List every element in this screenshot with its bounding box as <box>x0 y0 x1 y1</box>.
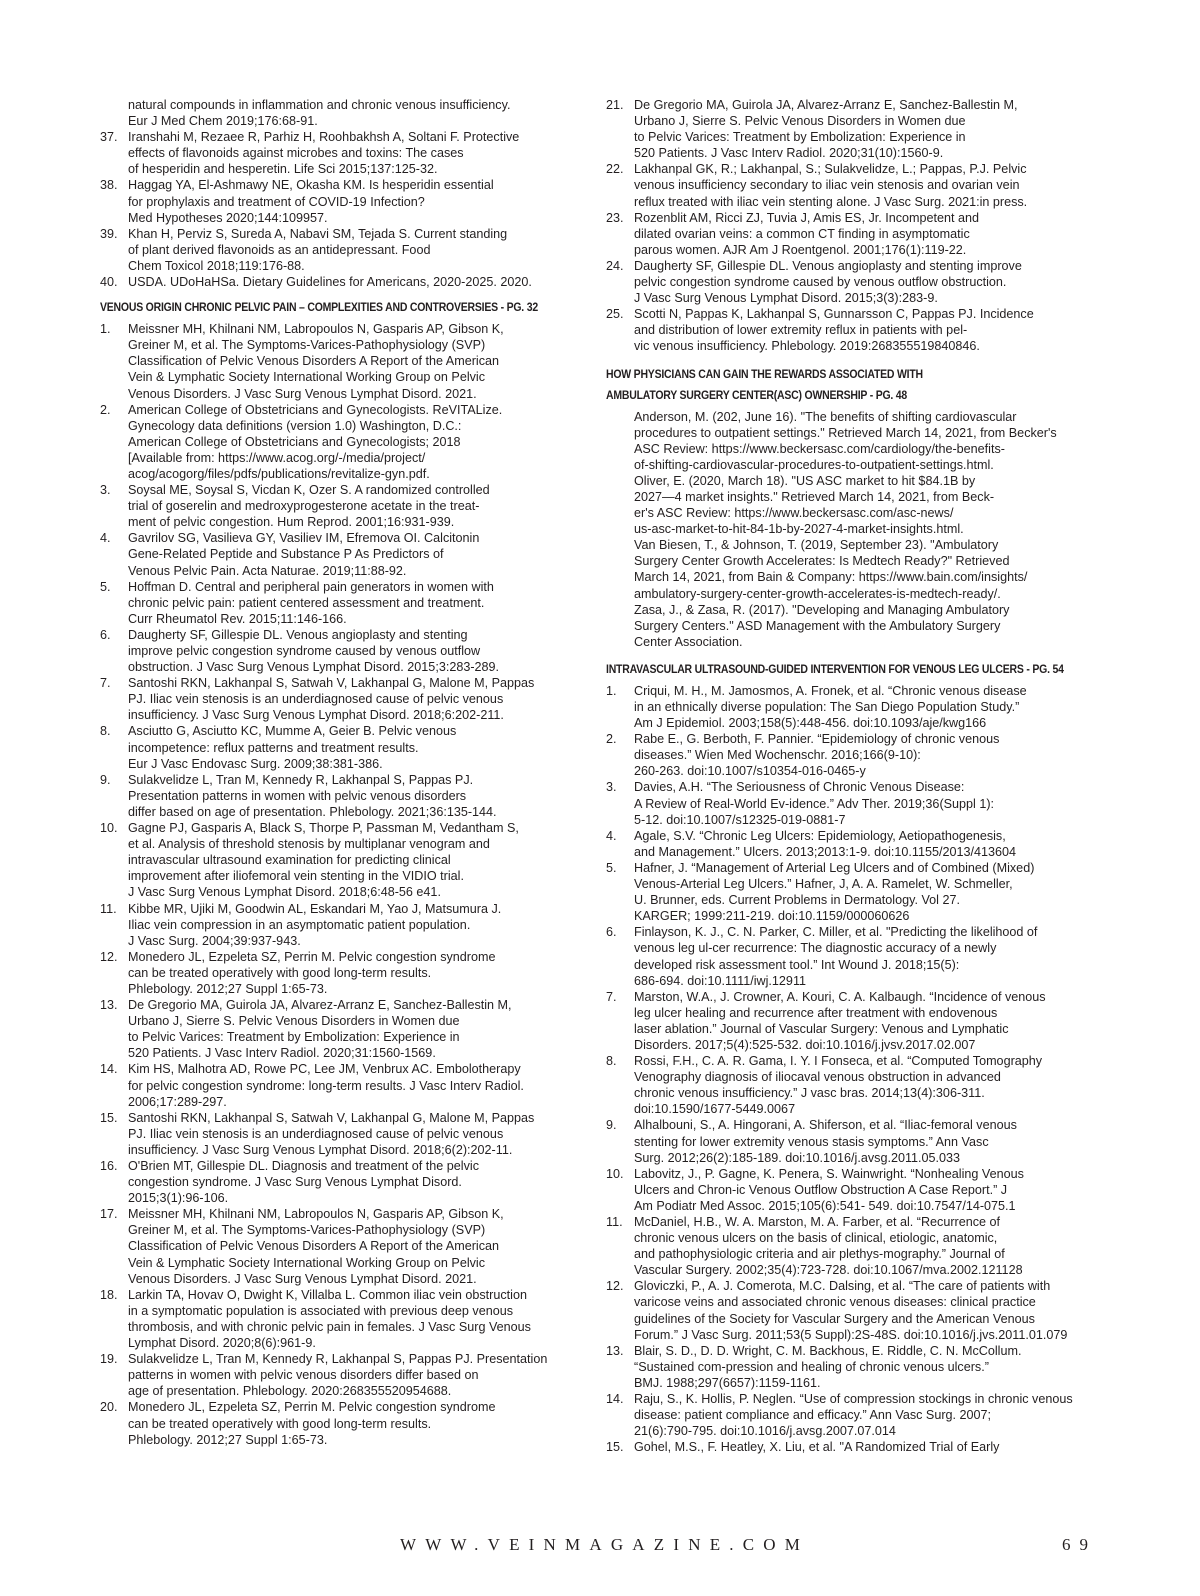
reference-item <box>100 675 580 723</box>
reference-text-line: effects of flavonoids against microbes and toxins: The cases <box>128 146 464 161</box>
reference-number: 11. <box>606 1215 623 1229</box>
reference-item <box>100 482 580 530</box>
reference-text-line: can be treated operatively with good long-term results. <box>128 965 432 980</box>
reference-text-line: Vein & Lymphatic Society International Working Group on Pelvic <box>128 1255 486 1270</box>
reference-text-line: Alhalbouni, S., A. Hingorani, A. Shiferson, et al. “Iliac-femoral venous <box>634 1118 1017 1133</box>
reference-text-line: to Pelvic Varices: Treatment by Embolization: Experience in <box>634 130 966 145</box>
reference-text-line: Raju, S., K. Hollis, P. Neglen. “Use of compression stockings in chronic venous <box>634 1392 1073 1407</box>
reference-number: 8. <box>606 1054 617 1069</box>
reference-number: 6. <box>100 627 111 642</box>
reference-text-line: and distribution of lower extremity reflux in patients with pel- <box>634 323 968 338</box>
reference-text-line: can be treated operatively with good long-term results. <box>128 1416 432 1431</box>
reference-text-line: ASC Review: https://www.beckersasc.com/cardiology/the-benefits- <box>634 441 1005 456</box>
reference-text-line: Phlebology. 2012;27 Suppl 1:65-73. <box>128 1432 328 1447</box>
reference-item <box>606 1391 1096 1439</box>
reference-number: 24. <box>606 258 624 273</box>
reference-text-line: dilated ovarian veins: a common CT finding in asymptomatic <box>634 226 970 241</box>
reference-text-line: for pelvic congestion syndrome: long-term results. J Vasc Interv Radiol. <box>128 1078 524 1093</box>
reference-text-line: J Vasc Surg. 2004;39:937-943. <box>128 933 301 948</box>
reference-number: 3. <box>606 780 617 795</box>
reference-text-line: acog/acogorg/files/pdfs/publications/revitalize-gyn.pdf. <box>128 466 430 481</box>
reference-text-line: American College of Obstetricians and Gynecologists. ReVITALize. <box>128 402 503 417</box>
reference-text-line: Gagne PJ, Gasparis A, Black S, Thorpe P, Passman M, Vedantham S, <box>128 821 519 836</box>
reference-text-line: Rossi, F.H., C. A. R. Gama, I. Y. I Fonseca, et al. “Computed Tomography <box>634 1054 1043 1069</box>
reference-item <box>100 1206 580 1286</box>
reference-text-line: and pathophysiologic criteria and air plethys-mography.” Journal of <box>634 1247 1005 1262</box>
reference-text-line: Vein & Lymphatic Society International Working Group on Pelvic <box>128 370 486 385</box>
reference-text-line: Criqui, M. H., M. Jamosmos, A. Fronek, et al. “Chronic venous disease <box>634 683 1027 698</box>
reference-text-line: varicose veins and associated chronic venous diseases: clinical practice <box>634 1295 1036 1310</box>
reference-text-line: De Gregorio MA, Guirola JA, Alvarez-Arranz E, Sanchez-Ballestin M, <box>128 998 512 1013</box>
reference-text-line: Sulakvelidze L, Tran M, Kennedy R, Lakhanpal S, Pappas PJ. Presentation <box>128 1352 548 1367</box>
reference-text-line: developed risk assessment tool.” Int Wound J. 2018;15(5): <box>634 957 960 972</box>
reference-text-line: doi:10.1590/1677-5449.0067 <box>634 1102 796 1117</box>
reference-text-line: Venous-Arterial Leg Ulcers.” Hafner, J, A. A. Ramelet, W. Schmeller, <box>634 877 1013 892</box>
reference-number: 39. <box>100 226 118 241</box>
reference-list-pelvic-pain <box>100 321 580 1448</box>
reference-text-line: and Management.” Ulcers. 2013;2013:1-9. doi:10.1155/2013/413604 <box>634 844 1017 859</box>
reference-list-ivus <box>606 683 1096 1456</box>
reference-text-line: patterns in women with pelvic venous disorders differ based on <box>128 1368 479 1383</box>
reference-text-line: insufficiency. J Vasc Surg Venous Lymphat Disord. 2018;6:202-211. <box>128 708 504 723</box>
reference-text-line: Med Hypotheses 2020;144:109957. <box>128 210 328 225</box>
reference-number: 40. <box>100 275 118 290</box>
reference-number: 25. <box>606 307 624 322</box>
reference-text-line: laser ablation.” Journal of Vascular Surgery: Venous and Lymphatic <box>634 1021 1009 1036</box>
reference-item <box>606 306 1096 354</box>
reference-text-line: 520 Patients. J Vasc Interv Radiol. 2020;31(10):1560-9. <box>634 146 944 161</box>
reference-text-line: Am Podiatr Med Assoc. 2015;105(6):541- 549. doi:10.7547/14-075.1 <box>634 1198 1016 1213</box>
reference-text-line: USDA. UDoHaHSa. Dietary Guidelines for Americans, 2020-2025. 2020. <box>128 275 532 290</box>
reference-text-line: disease: patient compliance and efficacy.” Ann Vasc Surg. 2007; <box>634 1408 992 1423</box>
reference-text-line: Gynecology data definitions (version 1.0) Washington, D.C.: <box>128 418 462 433</box>
reference-number: 3. <box>100 483 111 498</box>
reference-text-line: vic venous insufficiency. Phlebology. 2019:268355519840846. <box>634 339 980 354</box>
reference-text-line: 5-12. doi:10.1007/s12325-019-0881-7 <box>634 812 846 827</box>
reference-text-line: obstruction. J Vasc Surg Venous Lymphat Disord. 2015;3:283-289. <box>128 660 500 675</box>
reference-item <box>100 627 580 675</box>
reference-number: 22. <box>606 162 624 177</box>
reference-text-line: Urbano J, Sierre S. Pelvic Venous Disorders in Women due <box>634 114 966 129</box>
reference-item <box>606 258 1096 306</box>
reference-item <box>100 226 580 274</box>
reference-number: 10. <box>100 821 118 836</box>
reference-item <box>606 1053 1096 1117</box>
reference-text-line: Gloviczki, P., A. J. Comerota, M.C. Dalsing, et al. “The care of patients with <box>634 1279 1051 1294</box>
reference-text-line: J Vasc Surg Venous Lymphat Disord. 2015;3(3):283-9. <box>634 291 938 306</box>
reference-text-line: Presentation patterns in women with pelvic venous disorders <box>128 788 467 803</box>
reference-number: 6. <box>606 925 617 940</box>
reference-text-line: Soysal ME, Soysal S, Vicdan K, Ozer S. A randomized controlled <box>128 483 490 498</box>
reference-text-line: Iliac vein compression in an asymptomatic patient population. <box>128 917 471 932</box>
section-heading-asc-line1: HOW PHYSICIANS CAN GAIN THE REWARDS ASSOCIATED WITH <box>606 366 923 381</box>
reference-number: 5. <box>100 579 111 594</box>
reference-item <box>100 723 580 771</box>
reference-text-line: ambulatory-surgery-center-growth-accelerates-is-medtech-ready/. <box>634 586 1001 601</box>
reference-item <box>100 530 580 578</box>
reference-text-line: Davies, A.H. “The Seriousness of Chronic Venous Disease: <box>634 780 965 795</box>
reference-text-line: improve pelvic congestion syndrome caused by venous outflow <box>128 644 481 658</box>
reference-number: 5. <box>606 860 617 875</box>
reference-number: 4. <box>606 828 617 843</box>
reference-text-line: Surgery Centers." ASD Management with the Ambulatory Surgery <box>634 618 1001 633</box>
reference-text-line: chronic venous insufficiency.” J vasc bras. 2014;13(4):306-311. <box>634 1086 985 1101</box>
reference-text-line: pelvic congestion syndrome caused by venous outflow obstruction. <box>634 275 1007 290</box>
reference-text-line: in an ethnically diverse population: The San Diego Population Study.” <box>634 700 1020 714</box>
reference-text-line: improvement after iliofemoral vein stenting in the VIDIO trial. <box>128 869 464 884</box>
reference-text-line: Blair, S. D., D. D. Wright, C. M. Backhous, E. Riddle, C. N. McCollum. <box>634 1343 1022 1358</box>
reference-text-line: to Pelvic Varices: Treatment by Embolization: Experience in <box>128 1030 460 1045</box>
reference-item <box>100 820 580 900</box>
reference-text-line: Curr Rheumatol Rev. 2015;11:146-166. <box>128 611 347 626</box>
reference-number: 13. <box>100 998 118 1013</box>
reference-number: 1. <box>100 322 111 337</box>
reference-text-line: Labovitz, J., P. Gagne, K. Penera, S. Wainwright. “Nonhealing Venous <box>634 1166 1024 1181</box>
reference-text-line: stenting for lower extremity venous stasis symptoms.” Ann Vasc <box>634 1134 989 1149</box>
reference-text-line: 21(6):790-795. doi:10.1016/j.avsg.2007.07.014 <box>634 1424 896 1439</box>
reference-text-line: Lymphat Disord. 2020;8(6):961-9. <box>128 1336 316 1351</box>
reference-number: 11. <box>100 901 117 916</box>
reference-text-line: Iranshahi M, Rezaee R, Parhiz H, Roohbakhsh A, Soltani F. Protective <box>128 130 520 145</box>
reference-text-line: Center Association. <box>634 634 743 649</box>
reference-number: 10. <box>606 1166 624 1181</box>
reference-text-line: BMJ. 1988;297(6657):1159-1161. <box>634 1375 821 1390</box>
reference-number: 14. <box>606 1392 624 1407</box>
reference-item <box>100 901 580 949</box>
reference-item <box>606 779 1096 827</box>
reference-text-line: Zasa, J., & Zasa, R. (2017). "Developing and Managing Ambulatory <box>634 602 1010 617</box>
reference-number: 7. <box>606 989 617 1004</box>
reference-text-line: Santoshi RKN, Lakhanpal S, Satwah V, Lakhanpal G, Malone M, Pappas <box>128 1110 535 1125</box>
reference-number: 37. <box>100 130 118 145</box>
reference-text-line: 686-694. doi:10.1111/iwj.12911 <box>634 973 807 988</box>
reference-text-line: Phlebology. 2012;27 Suppl 1:65-73. <box>128 981 328 996</box>
reference-text-line: venous leg ul-cer recurrence: The diagnostic accuracy of a newly <box>634 941 997 956</box>
reference-text-line: J Vasc Surg Venous Lymphat Disord. 2018;6:48-56 e41. <box>128 885 441 900</box>
reference-item <box>100 949 580 997</box>
footer-page-number: 69 <box>1062 1535 1097 1554</box>
reference-text-line: Khan H, Perviz S, Sureda A, Nabavi SM, Tejada S. Current standing <box>128 226 508 241</box>
reference-item <box>606 989 1096 1053</box>
reference-text-line: Classification of Pelvic Venous Disorders A Report of the American <box>128 1239 499 1254</box>
reference-text-line: Agale, S.V. “Chronic Leg Ulcers: Epidemiology, Aetiopathogenesis, <box>634 828 1006 843</box>
reference-item <box>606 828 1096 860</box>
reference-item <box>100 97 580 129</box>
reference-text-line: Meissner MH, Khilnani NM, Labropoulos N, Gasparis AP, Gibson K, <box>128 1207 504 1222</box>
reference-number: 15. <box>606 1440 624 1455</box>
reference-number: 38. <box>100 178 118 193</box>
reference-text-line: Eur J Med Chem 2019;176:68-91. <box>128 114 318 129</box>
reference-text-line: differ based on age of presentation. Phlebology. 2021;36:135-144. <box>128 804 497 819</box>
reference-text-line: er's ASC Review: https://www.beckersasc.com/asc-news/ <box>634 506 954 521</box>
reference-item <box>606 97 1096 161</box>
reference-text-line: PJ. Iliac vein stenosis is an underdiagnosed cause of pelvic venous <box>128 692 504 707</box>
reference-text-line: Vascular Surgery. 2002;35(4):723-728. doi:10.1067/mva.2002.121128 <box>634 1263 1023 1278</box>
reference-text-line: et al. Analysis of threshold stenosis by multiplanar venogram and <box>128 837 490 852</box>
reference-text-line: Kim HS, Malhotra AD, Rowe PC, Lee JM, Venbrux AC. Embolotherapy <box>128 1062 521 1077</box>
reference-text-line: 2027—4 market insights." Retrieved March 14, 2021, from Beck- <box>634 489 995 504</box>
reference-item <box>606 161 1096 209</box>
reference-item <box>606 731 1096 779</box>
reference-item <box>100 274 580 290</box>
reference-item <box>100 177 580 225</box>
reference-list-pelvic-pain-continued <box>606 97 1096 355</box>
reference-text-line: Finlayson, K. J., C. N. Parker, C. Miller, et al. "Predicting the likelihood of <box>634 925 1038 940</box>
reference-item <box>100 321 580 401</box>
reference-text-line: Meissner MH, Khilnani NM, Labropoulos N, Gasparis AP, Gibson K, <box>128 322 504 337</box>
reference-number: 20. <box>100 1400 118 1415</box>
reference-number: 2. <box>100 402 111 417</box>
reference-text-line: Haggag YA, El-Ashmawy NE, Okasha KM. Is hesperidin essential <box>128 178 494 193</box>
reference-number: 8. <box>100 724 111 739</box>
reference-item <box>606 683 1096 731</box>
reference-text-line: Venous Pelvic Pain. Acta Naturae. 2019;11:88-92. <box>128 563 407 578</box>
reference-text-line: Hafner, J. “Management of Arterial Leg Ulcers and of Combined (Mixed) <box>634 860 1035 875</box>
reference-text-line: intravascular ultrasound examination for predicting clinical <box>128 853 451 868</box>
reference-number: 17. <box>100 1207 118 1222</box>
reference-text-line: Daugherty SF, Gillespie DL. Venous angioplasty and stenting <box>128 627 468 642</box>
reference-text-line: Santoshi RKN, Lakhanpal S, Satwah V, Lakhanpal G, Malone M, Pappas <box>128 676 535 691</box>
section-heading-ivus: INTRAVASCULAR ULTRASOUND-GUIDED INTERVENTION FOR VENOUS LEG ULCERS - PG. 54 <box>606 661 1064 676</box>
reference-number: 12. <box>606 1279 624 1294</box>
reference-item <box>606 860 1096 924</box>
reference-text-line: guidelines of the Society for Vascular Surgery and the American Venous <box>634 1311 1035 1326</box>
reference-item <box>100 1351 580 1399</box>
reference-text-line: Van Biesen, T., & Johnson, T. (2019, September 23). "Ambulatory <box>634 538 999 553</box>
reference-text-line: reflux treated with iliac vein stenting alone. J Vasc Surg. 2021:in press. <box>634 194 1028 209</box>
reference-number: 23. <box>606 210 624 225</box>
reference-item <box>100 1399 580 1447</box>
reference-text-line: U. Brunner, eds. Current Problems in Dermatology. Vol 27. <box>634 893 960 908</box>
reference-text-line: March 14, 2021, from Bain & Company: https://www.bain.com/insights/ <box>634 570 1028 585</box>
reference-item <box>100 1158 580 1206</box>
reference-text-line: in a symptomatic population is associated with previous deep venous <box>128 1303 514 1318</box>
reference-text-line: Gohel, M.S., F. Heatley, X. Liu, et al. "A Randomized Trial of Early <box>634 1440 1000 1455</box>
reference-text-line: Disorders. 2017;5(4):525-532. doi:10.1016/j.jvsv.2017.02.007 <box>634 1037 976 1052</box>
reference-item <box>606 924 1096 988</box>
reference-text-line: 2015;3(1):96-106. <box>128 1191 229 1206</box>
reference-text-line: Venography diagnosis of iliocaval venous obstruction in advanced <box>634 1070 1001 1085</box>
section-heading-asc-line2: AMBULATORY SURGERY CENTER(ASC) OWNERSHIP - PG. 48 <box>606 387 908 402</box>
reference-text-line: McDaniel, H.B., W. A. Marston, M. A. Farber, et al. “Recurrence of <box>634 1215 1001 1229</box>
reference-text-line: of hesperidin and hesperetin. Life Sci 2015;137:125-32. <box>128 162 438 177</box>
reference-number: 21. <box>606 98 624 112</box>
reference-text-line: Kibbe MR, Ujiki M, Goodwin AL, Eskandari M, Yao J, Matsumura J. <box>128 901 502 916</box>
reference-item <box>606 210 1096 258</box>
reference-text-line: Ulcers and Chron-ic Venous Outflow Obstruction A Case Report.” J <box>634 1182 1008 1197</box>
reference-text-line: American College of Obstetricians and Gynecologists; 2018 <box>128 434 461 449</box>
reference-text-line: ment of pelvic congestion. Hum Reprod. 2001;16:931-939. <box>128 515 455 530</box>
reference-text-line: chronic venous ulcers on the basis of clinical, etiologic, anatomic, <box>634 1231 998 1246</box>
reference-item <box>100 997 580 1061</box>
reference-text-line: O'Brien MT, Gillespie DL. Diagnosis and treatment of the pelvic <box>128 1159 479 1173</box>
reference-text-line: 260-263. doi:10.1007/s10354-016-0465-y <box>634 764 866 779</box>
reference-text-line: Venous Disorders. J Vasc Surg Venous Lymphat Disord. 2021. <box>128 386 477 401</box>
reference-text-line: Daugherty SF, Gillespie DL. Venous angioplasty and stenting improve <box>634 258 1022 273</box>
reference-list-asc <box>606 409 1096 650</box>
left-column <box>100 97 580 1448</box>
reference-text-line: for prophylaxis and treatment of COVID-19 Infection? <box>128 194 425 209</box>
reference-text-line: 2006;17:289-297. <box>128 1094 227 1109</box>
reference-text-line: Anderson, M. (202, June 16). "The benefits of shifting cardiovascular <box>634 409 1017 424</box>
reference-text-line: Rabe E., G. Berboth, F. Pannier. “Epidemiology of chronic venous <box>634 732 1000 747</box>
reference-item <box>100 1061 580 1109</box>
reference-text-line: Surg. 2012;26(2):185-189. doi:10.1016/j.avsg.2011.05.033 <box>634 1150 961 1165</box>
reference-text-line: trial of goserelin and medroxyprogesterone acetate in the treat- <box>128 499 480 514</box>
reference-number: 16. <box>100 1159 118 1173</box>
reference-item <box>606 1166 1096 1214</box>
reference-text-line: thrombosis, and with chronic pelvic pain in females. J Vasc Surg Venous <box>128 1319 531 1334</box>
reference-text-line: Sulakvelidze L, Tran M, Kennedy R, Lakhanpal S, Pappas PJ. <box>128 772 474 787</box>
reference-text-line: insufficiency. J Vasc Surg Venous Lymphat Disord. 2018;6(2):202-11. <box>128 1142 513 1157</box>
reference-text-line: Gene-Related Peptide and Substance P As Predictors of <box>128 547 444 562</box>
reference-item <box>100 772 580 820</box>
reference-text-line: Monedero JL, Ezpeleta SZ, Perrin M. Pelvic congestion syndrome <box>128 949 496 964</box>
reference-number: 9. <box>100 772 111 787</box>
reference-text-line: parous women. AJR Am J Roentgenol. 2001;176(1):119-22. <box>634 242 967 257</box>
reference-text-line: Greiner M, et al. The Symptoms-Varices-Pathophysiology (SVP) <box>128 1223 486 1238</box>
reference-number: 18. <box>100 1287 118 1302</box>
reference-text-line: Larkin TA, Hovav O, Dwight K, Villalba L. Common iliac vein obstruction <box>128 1287 527 1302</box>
reference-number: 13. <box>606 1343 624 1358</box>
reference-item <box>606 1117 1096 1165</box>
reference-text-line: Am J Epidemiol. 2003;158(5):448-456. doi:10.1093/aje/kwg166 <box>634 716 987 731</box>
reference-item <box>606 1278 1096 1342</box>
reference-text-line: age of presentation. Phlebology. 2020:268355520954688. <box>128 1384 452 1399</box>
reference-item <box>606 1343 1096 1391</box>
reference-text-line: Gavrilov SG, Vasilieva GY, Vasiliev IM, Efremova OI. Calcitonin <box>128 531 480 546</box>
reference-text-line: incompetence: reflux patterns and treatment results. <box>128 740 419 755</box>
reference-text-line: Surgery Center Growth Accelerates: Is Medtech Ready?" Retrieved <box>634 554 1010 569</box>
reference-text-line: of-shifting-cardiovascular-procedures-to-outpatient-settings.html. <box>634 457 994 472</box>
reference-text-line: “Sustained com-pression and healing of chronic venous ulcers.” <box>634 1359 989 1374</box>
reference-item <box>100 1110 580 1158</box>
reference-list-continued <box>100 97 580 290</box>
footer-website-url: WWW.VEINMAGAZINE.COM <box>400 1535 810 1554</box>
reference-text-line: Forum.” J Vasc Surg. 2011;53(5 Suppl):2S-48S. doi:10.1016/j.jvs.2011.01.079 <box>634 1327 1068 1342</box>
reference-text-line: 520 Patients. J Vasc Interv Radiol. 2020;31:1560-1569. <box>128 1046 436 1061</box>
reference-text-line: PJ. Iliac vein stenosis is an underdiagnosed cause of pelvic venous <box>128 1126 504 1141</box>
reference-number: 14. <box>100 1062 118 1077</box>
reference-text-line: Scotti N, Pappas K, Lakhanpal S, Gunnarsson C, Pappas PJ. Incidence <box>634 307 1034 322</box>
reference-text-line: A Review of Real-World Ev-idence.” Adv Ther. 2019;36(Suppl 1): <box>634 796 995 811</box>
reference-text-line: Marston, W.A., J. Crowner, A. Kouri, C. A. Kalbaugh. “Incidence of venous <box>634 989 1046 1004</box>
reference-item <box>606 1439 1096 1455</box>
reference-text-line: KARGER; 1999:211-219. doi:10.1159/000060626 <box>634 909 910 924</box>
reference-text-line: leg ulcer healing and recurrence after treatment with endovenous <box>634 1005 998 1020</box>
reference-text-line: Venous Disorders. J Vasc Surg Venous Lymphat Disord. 2021. <box>128 1271 477 1286</box>
reference-item <box>100 402 580 482</box>
reference-text-line: Oliver, E. (2020, March 18). "US ASC market to hit $84.1B by <box>634 473 976 488</box>
reference-number: 9. <box>606 1118 617 1133</box>
reference-text-line: De Gregorio MA, Guirola JA, Alvarez-Arranz E, Sanchez-Ballestin M, <box>634 98 1018 112</box>
reference-number: 15. <box>100 1110 118 1125</box>
reference-item <box>100 1287 580 1351</box>
reference-text-line: Eur J Vasc Endovasc Surg. 2009;38:381-386. <box>128 756 383 771</box>
reference-text-line: Classification of Pelvic Venous Disorders A Report of the American <box>128 354 499 369</box>
reference-number: 4. <box>100 531 111 546</box>
reference-text-line: congestion syndrome. J Vasc Surg Venous Lymphat Disord. <box>128 1175 462 1190</box>
reference-text-line: natural compounds in inflammation and chronic venous insufficiency. <box>128 98 511 112</box>
reference-item <box>100 579 580 627</box>
reference-text-line: Rozenblit AM, Ricci ZJ, Tuvia J, Amis ES, Jr. Incompetent and <box>634 210 980 225</box>
reference-text-line: us-asc-market-to-hit-84-1b-by-2027-4-market-insights.html. <box>634 522 964 537</box>
reference-text-line: [Available from: https://www.acog.org/-/media/project/ <box>128 450 426 465</box>
reference-text-line: diseases.” Wien Med Wochenschr. 2016;166(9-10): <box>634 748 921 763</box>
reference-text-line: Urbano J, Sierre S. Pelvic Venous Disorders in Women due <box>128 1014 460 1029</box>
reference-number: 19. <box>100 1352 118 1367</box>
reference-text-line: procedures to outpatient settings." Retrieved March 14, 2021, from Becker's <box>634 425 1057 440</box>
reference-text-line: Chem Toxicol 2018;119:176-88. <box>128 258 305 273</box>
right-column <box>606 97 1096 1455</box>
reference-number: 7. <box>100 676 111 691</box>
reference-text-line: venous insufficiency secondary to iliac vein stenosis and ovarian vein <box>634 178 1020 193</box>
reference-text-line: Hoffman D. Central and peripheral pain generators in women with <box>128 579 494 594</box>
reference-text-line: Greiner M, et al. The Symptoms-Varices-Pathophysiology (SVP) <box>128 338 486 353</box>
reference-text-line: Asciutto G, Asciutto KC, Mumme A, Geier B. Pelvic venous <box>128 724 457 739</box>
reference-number: 12. <box>100 949 118 964</box>
reference-text-line: of plant derived flavonoids as an antidepressant. Food <box>128 242 431 257</box>
reference-number: 1. <box>606 683 617 698</box>
reference-item <box>100 129 580 177</box>
reference-number: 2. <box>606 732 617 747</box>
section-heading-pelvic-pain: VENOUS ORIGIN CHRONIC PELVIC PAIN – COMPLEXITIES AND CONTROVERSIES - PG. 32 <box>100 300 538 315</box>
reference-text-line: chronic pelvic pain: patient centered assessment and treatment. <box>128 595 485 610</box>
reference-item <box>606 1214 1096 1278</box>
reference-text-line: Lakhanpal GK, R.; Lakhanpal, S.; Sulakvelidze, L.; Pappas, P.J. Pelvic <box>634 162 1027 177</box>
reference-text-line: Monedero JL, Ezpeleta SZ, Perrin M. Pelvic congestion syndrome <box>128 1400 496 1415</box>
